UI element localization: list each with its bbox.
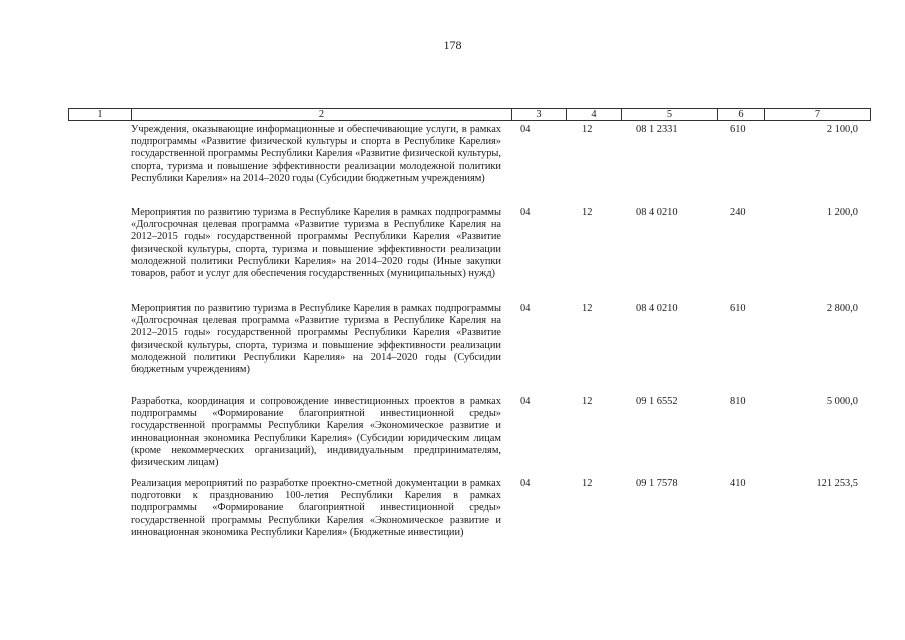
row-col-6: 410: [730, 478, 746, 489]
row-col-7: 1 200,0: [826, 207, 858, 218]
row-col-3: 04: [520, 207, 531, 218]
header-col-3: 3: [512, 109, 567, 120]
header-col-1: 1: [69, 109, 132, 120]
row-col-6: 610: [730, 124, 746, 135]
row-col-7: 121 253,5: [816, 478, 858, 489]
table-header: [68, 108, 871, 121]
row-description: Разработка, координация и сопровождение инвестиционных проектов в рамках подпрограммы «Формирование благоприятной инвестиционной среды» государственной программы Республики Карелия «Экономическое развитие и инновационная экономика Республики Карелия» (Субсидии юридическим лицам (кроме некоммерческих организаций), индивидуальным предпринимателям, физическим лицам): [131, 396, 501, 469]
row-col-4: 12: [582, 396, 593, 407]
row-col-4: 12: [582, 124, 593, 135]
header-col-6: 6: [718, 109, 765, 120]
row-col-6: 810: [730, 396, 746, 407]
page-number: 178: [443, 38, 462, 52]
row-col-4: 12: [582, 207, 593, 218]
row-description: Мероприятия по развитию туризма в Республике Карелия в рамках подпрограммы «Долгосрочная целевая программа «Развитие туризма в Республике Карелия на 2012–2015 годы» государственной программы Республики Карелия «Развитие физической культуры, спорта, туризма и повышение эффективности реализации молодежной политики Республики Карелия» на 2014–2020 годы (Иные закупки товаров, работ и услуг для обеспечения государственных (муниципальных) нужд): [131, 207, 501, 280]
row-col-3: 04: [520, 303, 531, 314]
row-col-3: 04: [520, 124, 531, 135]
row-col-4: 12: [582, 478, 593, 489]
row-col-7: 5 000,0: [826, 396, 858, 407]
row-col-5: 09 1 7578: [636, 478, 678, 489]
row-col-3: 04: [520, 478, 531, 489]
header-col-2: 2: [132, 109, 512, 120]
row-description: Учреждения, оказывающие информационные и обеспечивающие услуги, в рамках подпрограммы «Развитие физической культуры и спорта в Республике Карелия» государственной программы Республики Карелия «Развитие физической культуры, спорта, туризма и повышение эффективности реализации молодежной политики Республики Карелия» на 2014–2020 годы (Субсидии бюджетным учреждениям): [131, 124, 501, 184]
row-col-5: 08 4 0210: [636, 207, 678, 218]
row-col-4: 12: [582, 303, 593, 314]
row-description: Реализация мероприятий по разработке проектно-сметной документации в рамках подготовки к празднованию 100-летия Республики Карелия в рамках подпрограммы «Формирование благоприятной инвестиционной среды» государственной программы Республики Карелия «Экономическое развитие и инновационная экономика Республики Карелия» (Бюджетные инвестиции): [131, 478, 501, 538]
row-col-5: 09 1 6552: [636, 396, 678, 407]
budget-table: [68, 108, 871, 184]
row-col-5: 08 4 0210: [636, 303, 678, 314]
header-col-7: 7: [814, 109, 821, 120]
row-col-6: 240: [730, 207, 746, 218]
header-col-4: 4: [567, 109, 622, 120]
row-col-7: 2 100,0: [826, 124, 858, 135]
row-col-5: 08 1 2331: [636, 124, 678, 135]
row-col-3: 04: [520, 396, 531, 407]
row-col-6: 610: [730, 303, 746, 314]
row-description: Мероприятия по развитию туризма в Республике Карелия в рамках подпрограммы «Долгосрочная целевая программа «Развитие туризма в Республике Карелия на 2012–2015 годы» государственной программы Республики Карелия «Развитие физической культуры, спорта, туризма и повышение эффективности реализации молодежной политики Республики Карелия» на 2014–2020 годы (Субсидии бюджетным учреждениям): [131, 303, 501, 376]
header-col-5: 5: [622, 109, 718, 120]
row-col-7: 2 800,0: [826, 303, 858, 314]
